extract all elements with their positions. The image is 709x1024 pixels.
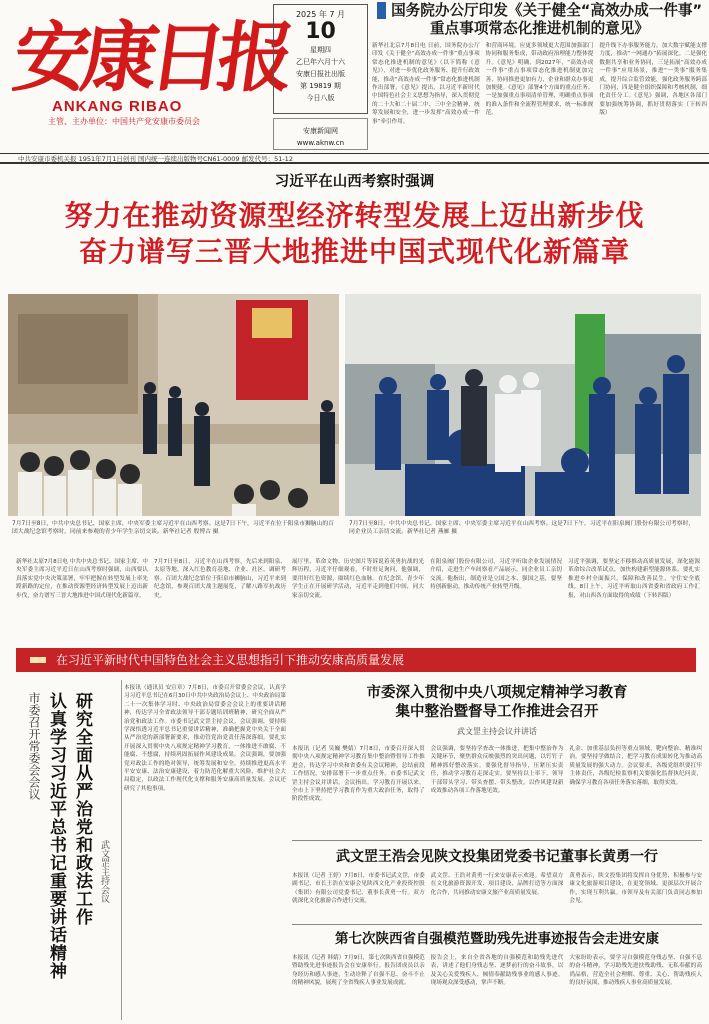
left-vertical-story[interactable] [14, 680, 122, 1020]
website-url: www.aknw.cn [296, 139, 345, 147]
left-story-body: 本报讯（通讯员 安宣章）7月8日，市委召开常委会会议，认真学习习近平总书记在6月30日中共中央政治局会议上、中央政治局第二十一次集体学习时、中央政治局常委会会议上的重要讲话精神，传达学习全省政法领导干部专题培训班精神，研究全面从严治党和政法工作。市委书记武文罡主持会议。会议强调，要持续学深悟透习近平总书记重要讲话精神，准确把握党中央关于全面从严治党的新部署新要求，推动管党治党责任落深落细。要扎实开展深入贯彻中央八项规定精神学习教育，一体推进不敢腐、不能腐、不想腐，持续巩固拓展作风建设成果。会议强调，要加强党对政法工作的绝对领导，统筹发展和安全，持续推进更高水平平安安康、法治安康建设，着力防范化解重大风险，维护社会大局稳定，以政法工作现代化支撑和服务安康高质量发展。会议还研究了其他事项。 [124, 685, 286, 792]
top-article-headline [372, 2, 707, 38]
museum-visit-image [8, 294, 339, 516]
page-count: 今日八版 [306, 94, 335, 102]
lead-body-col1: 新华社太原7月8日电 中共中央总书记、国家主席、中央军委主席习近平近日在山西考察时强调，山西要认真落实党中央决策部署，牢牢把握在转型发展上率先蹚新路的定位，在推动资源型经济转型发展上迈出新步伐，奋力谱写三晋大地推进中国式现代化新篇章。 [16, 559, 148, 599]
lead-photo-left[interactable] [8, 294, 339, 516]
meeting-headline: 武文罡王浩会见陕文投集团党委书记董事长黄勇一行 [336, 849, 658, 865]
lead-photo-left-caption: 7月7日至8日，中共中央总书记、国家主席、中央军委主席习近平在山西考察。这是7日下午，习近平在位于阳泉市狮脑山的百团大战纪念馆考察时，同前来参观的青少年学生亲切交谈。新华社记者 殷博古 摄 [12, 521, 334, 535]
divider [292, 840, 702, 841]
factory-visit-image [345, 294, 701, 516]
meeting-col2: 武文罡、王浩对黄勇一行来安康表示欢迎。希望双方在文化旅游资源开发、项目建设、品牌打造等方面深化合作，共同推动安康文旅产业高质量发展。 [430, 873, 564, 896]
lead-body-col2: 7月7日至8日，习近平在山西考察，先后来到阳泉、太原等地，深入红色教育基地、企业、社区，调研考察。百团大战纪念馆位于阳泉市狮脑山，习近平来到纪念馆，参观百团大战主题展览，了解八路军抗战历史。 [154, 559, 286, 599]
top-article-headline-line2: 重点事项常态化推进机制的意见》 [430, 20, 649, 37]
lead-body-col5: 习近平强调，要坚定不移推动高质量发展，深化能源革命综合改革试点，加快构建新型能源体系。要扎实推进乡村全面振兴，保障和改善民生，守住安全底线。8日上午，习近平听取山西省委和省政府工作汇报，对山西各方面取得的成绩（下转四版） [568, 559, 700, 599]
vertical-subtitle: 市委召开常委会会议 [27, 692, 41, 800]
conference-article[interactable] [292, 684, 702, 841]
website-box[interactable] [273, 118, 368, 150]
conference-headline-line2: 集中整治暨督导工作推进会召开 [395, 704, 599, 720]
vertical-headline-line2: 认真学习习近平总书记重要讲话精神 [46, 692, 66, 980]
top-article-headline-line1: 国务院办公厅印发《关于健全“高效办成一件事” [391, 2, 703, 19]
issue-number: 第 19819 期 [300, 82, 341, 90]
masthead [0, 0, 709, 150]
award-headline: 第七次陕西省自强模范暨助残先进事迹报告会走进安康 [335, 931, 659, 947]
date-box [273, 4, 368, 114]
lead-kicker: 习近平在山西考察时强调 [274, 174, 435, 190]
issue-year-month: 2025 年 7 月 [295, 10, 346, 19]
award-article[interactable] [292, 930, 702, 1018]
website-label: 安康新闻网 [303, 127, 338, 135]
conference-col2: 会议强调，要坚持学查改一体推进，把集中整治作为关键环节，聚焦群众反映强烈的突出问题，以钉钉子精神抓好整改落实。要强化督导指导，压紧压实责任，推动学习教育走深走实。要坚持以上率下，领导干部带头学习、带头查摆、带头整改，以作风建设新成效推动各项工作落地见效。 [430, 746, 564, 795]
meeting-col3: 黄勇表示，陕文投集团将发挥自身优势，积极参与安康文化旅游项目建设，在更宽领域、更深层次开展合作，实现互利共赢。市领导及有关部门负责同志参加会见。 [569, 873, 703, 905]
issue-lunar-date: 乙巳年六月十六 [296, 58, 345, 66]
lead-headline-line1: 努力在推动资源型经济转型发展上迈出新步伐 [64, 199, 645, 232]
meeting-article[interactable] [292, 848, 702, 922]
award-col3: 大家纷纷表示，要学习自强模范身残志坚、自强不息的奋斗精神，学习助残先进扶残助残、无私奉献的高尚品格，营造全社会理解、尊重、关心、帮助残疾人的良好氛围，推动残疾人事业高质量发展。 [569, 955, 703, 987]
top-article-col1: 新华社北京7月8日电 日前，国务院办公厅印发《关于健全“高效办成一件事”重点事项常态化推进机制的意见》（以下简称《意见》），对进一步优化政务服务、提升行政效能，推动“高效办成一件事”常态化推进机制作出部署。《意见》提出，以习近平新时代中国特色社会主义思想为指导，深入贯彻党的二十大和二十届二中、三中全会精神，统筹发展和安全，进一步发挥“高效办成一件事”牵引作用。 [372, 43, 480, 125]
publication-info-bar: 中共安康市委机关报 1951年7月1日创刊 国内统一连续出版物号CN61-0009 邮发代号：51-12 [0, 153, 709, 164]
conference-headline [292, 684, 702, 722]
award-col1: 本报讯（记者 韩婧）7月9日，第七次陕西省自强模范暨助残先进事迹报告会在安康举行。报告团成员以亲身经历和感人事迹，生动诠释了自强不息、奋斗不止的精神风貌，展现了全省残疾人事业发展成就。 [292, 955, 425, 987]
issue-day: 10 [305, 19, 336, 44]
vertical-chair-note: 武文罡主持会议 [99, 840, 109, 903]
headline-marker [377, 2, 386, 19]
divider [292, 924, 702, 925]
logo-calligraphy: 安康日报 [7, 13, 293, 102]
publisher: 安康日报社出版 [296, 70, 345, 78]
top-article[interactable] [372, 2, 707, 152]
top-article-col2: 和营商环境，应更多领域更大范围加强部门协同和服务集成，带动政府治理能力整体提升。《意见》明确，到2027年，“高效办成一件事”重点事项常态化推进机制更加完善，协同推进更加有力，企业和群众办事更加便捷。《意见》部署4个方面的重点任务。一是加强重点事项清单管理，明确重点事项的准入条件和全流程管理要求，统一标准规范。 [485, 43, 594, 117]
award-col2: 报告会上，来自全省各地的自强模范和助残先进代表，讲述了他们身残志坚、逐梦前行的奋斗故事，以及关心关爱残疾人、倾情奉献助残事业的感人事迹。现场观众深受感动，掌声不断。 [430, 955, 564, 987]
conference-col3: 礼金、加重基层负担等重点领域，靶向整治、精准纠治。要坚持学做结合，把学习教育成果转化为推动高质量发展的强大动力。会议要求，各级党组织要扛牢主体责任，各级纪检监察机关要强化监督执纪问责，确保学习教育各项任务落实落细，取得实效。 [569, 746, 703, 786]
lead-headline[interactable] [0, 198, 709, 270]
conference-headline-line1: 市委深入贯彻中央八项规定精神学习教育 [366, 685, 628, 701]
lead-body [16, 558, 700, 638]
lead-body-col3: 展厅里，革命文物、历史图片等诉说着英勇抗战的光辉历程，习近平仔细观看，不时驻足询问，他强调，要用好红色资源，赓续红色血脉。在纪念馆，青少年学生正在开展研学活动，习近平走到他们中间，同大家亲切交流。 [292, 559, 424, 599]
issue-weekday: 星期四 [310, 46, 331, 54]
theme-banner: 在习近平新时代中国特色社会主义思想指引下推动安康高质量发展 [16, 648, 696, 672]
logo-pinyin: ANKANG RIBAO [52, 98, 183, 115]
lead-photo-right-caption: 7月7日至8日，中共中央总书记、国家主席、中央军委主席习近平在山西考察。这是7日下午，习近平在阳泉阀门股份有限公司考察时，同企业员工亲切交流。新华社记者 燕雁 摄 [349, 521, 695, 535]
conference-col1: 本报讯（记者 吴巍 樊婧）7月8日，市委召开深入贯彻中央八项规定精神学习教育集中整治暨督导工作推进会，传达学习中央和省委有关会议精神，总结前段工作情况，安排部署下一步重点任务。市委书记武文罡主持会议并讲话。会议指出，学习教育开展以来，全市上下坚持把学习教育作为重大政治任务，取得了阶段性成效。 [292, 746, 425, 803]
conference-chair-note: 武文罡主持会议并讲话 [457, 727, 537, 736]
lead-body-col4: 在阳泉阀门股份有限公司，习近平听取企业发展情况介绍，走进生产车间察看产品展示，同企业员工亲切交流。他指出，制造业是立国之本、强国之基，要坚持创新驱动，推动传统产业转型升级。 [430, 559, 562, 591]
lead-headline-line2: 奋力谱写三晋大地推进中国式现代化新篇章 [78, 235, 630, 268]
vertical-headline-line1: 研究全面从严治党和政法工作 [72, 692, 92, 926]
top-article-col3: 提升线下办事服务能力，加大数字赋能支撑力度，推动“一网通办”拓展深化。二是强化数据共享和业务协同，三是拓展“高效办成一件事”应用场景，推进“一类事”服务集成，提升综合监管效能，强化政务服务跨部门协同，四是健全组织保障和考核机制，细化责任分工。《意见》强调，各地区各部门要加强统筹协调，抓好贯彻落实（下转四版） [599, 43, 708, 117]
sponsor-line: 主管、主办单位：中国共产党安康市委员会 [48, 117, 200, 126]
lead-photo-right[interactable] [345, 294, 701, 516]
meeting-col1: 本报讯（记者 王婷）7月8日，市委书记武文罡，市委副书记、市长王浩在安康会见陕西文化产业投资控股（集团）有限公司党委书记、董事长黄勇一行。双方就深化文化旅游合作进行交流。 [292, 873, 425, 905]
